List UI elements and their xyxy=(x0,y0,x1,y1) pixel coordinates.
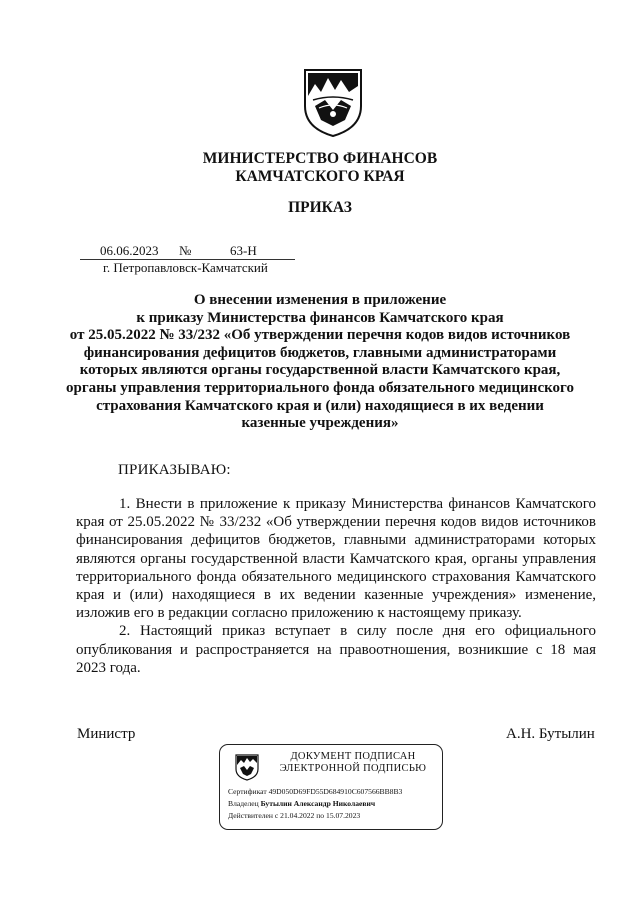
command-word: ПРИКАЗЫВАЮ: xyxy=(118,462,231,478)
order-date-number xyxy=(80,243,295,260)
stamp-validity xyxy=(228,811,360,821)
order-date: 06.06.2023 xyxy=(100,243,159,258)
signatory-name: А.Н. Бутылин xyxy=(506,726,595,742)
stamp-owner xyxy=(228,799,375,809)
signatory-position: Министр xyxy=(77,726,136,742)
e-signature-stamp xyxy=(219,744,443,830)
stamp-title xyxy=(268,751,438,775)
certificate-value: 49D050D69FD55D684910C607566BB8B3 xyxy=(268,787,403,796)
stamp-title-line2: ЭЛЕКТРОННОЙ ПОДПИСЬЮ xyxy=(279,763,427,774)
valid-from-word: с xyxy=(274,811,279,820)
valid-from: 21.04.2022 xyxy=(280,811,315,820)
paragraph-1: 1. Внести в приложение к приказу Министерства финансов Камчатского края от 25.05.2022 № 33/232 «Об утверждении перечня кодов видов источников финансирования дефицитов бюджетов, главными администраторами которых являются органы государственной власти Камчатского края, органы управления территориального фонда обязательного медицинского страхования Камчатского края и (или) находящиеся в их ведении казенные учреждения» изменение, изложив его в редакции согласно приложению к настоящему приказу. xyxy=(76,496,596,622)
owner-value: Бутылин Александр Николаевич xyxy=(260,799,376,808)
title-line: к приказу Министерства финансов Камчатского края xyxy=(136,309,504,326)
valid-label: Действителен xyxy=(228,811,273,820)
order-city: г. Петропавловск-Камчатский xyxy=(103,260,268,275)
stamp-certificate xyxy=(228,787,402,797)
title-line: О внесении изменения в приложение xyxy=(193,292,447,308)
valid-to-word: по xyxy=(316,811,325,820)
title-line: страхования Камчатского края и (или) находящиеся в их ведении xyxy=(96,397,544,414)
title-line: от 25.05.2022 № 33/232 «Об утверждении перечня кодов видов источников xyxy=(69,327,571,344)
order-number: 63-Н xyxy=(230,243,257,258)
stamp-emblem-icon xyxy=(234,753,260,781)
valid-to: 15.07.2023 xyxy=(326,811,361,820)
title-line: которых являются органы государственной власти Камчатского края, xyxy=(79,362,561,379)
owner-label: Владелец xyxy=(228,799,259,808)
title-line: казенные учреждения» xyxy=(241,415,399,432)
order-number-sign: № xyxy=(179,243,192,258)
document-type: ПРИКАЗ xyxy=(288,199,352,216)
stamp-title-line1: ДОКУМЕНТ ПОДПИСАН xyxy=(290,751,416,762)
paragraph-2: 2. Настоящий приказ вступает в силу после дня его официального опубликования и распространяется на правоотношения, возникшие с 18 мая 2023 года. xyxy=(76,623,596,676)
ministry-name-line1: МИНИСТЕРСТВО ФИНАНСОВ xyxy=(202,150,438,167)
order-title xyxy=(60,292,580,433)
certificate-label: Сертификат xyxy=(228,787,267,796)
order-body xyxy=(76,495,596,677)
coat-of-arms-icon xyxy=(301,66,365,138)
ministry-name-line2: КАМЧАТСКОГО КРАЯ xyxy=(235,168,405,185)
title-line: органы управления территориального фонда обязательного медицинского xyxy=(65,379,574,396)
title-line: финансирования дефицитов бюджетов, главными администраторами xyxy=(83,344,557,361)
